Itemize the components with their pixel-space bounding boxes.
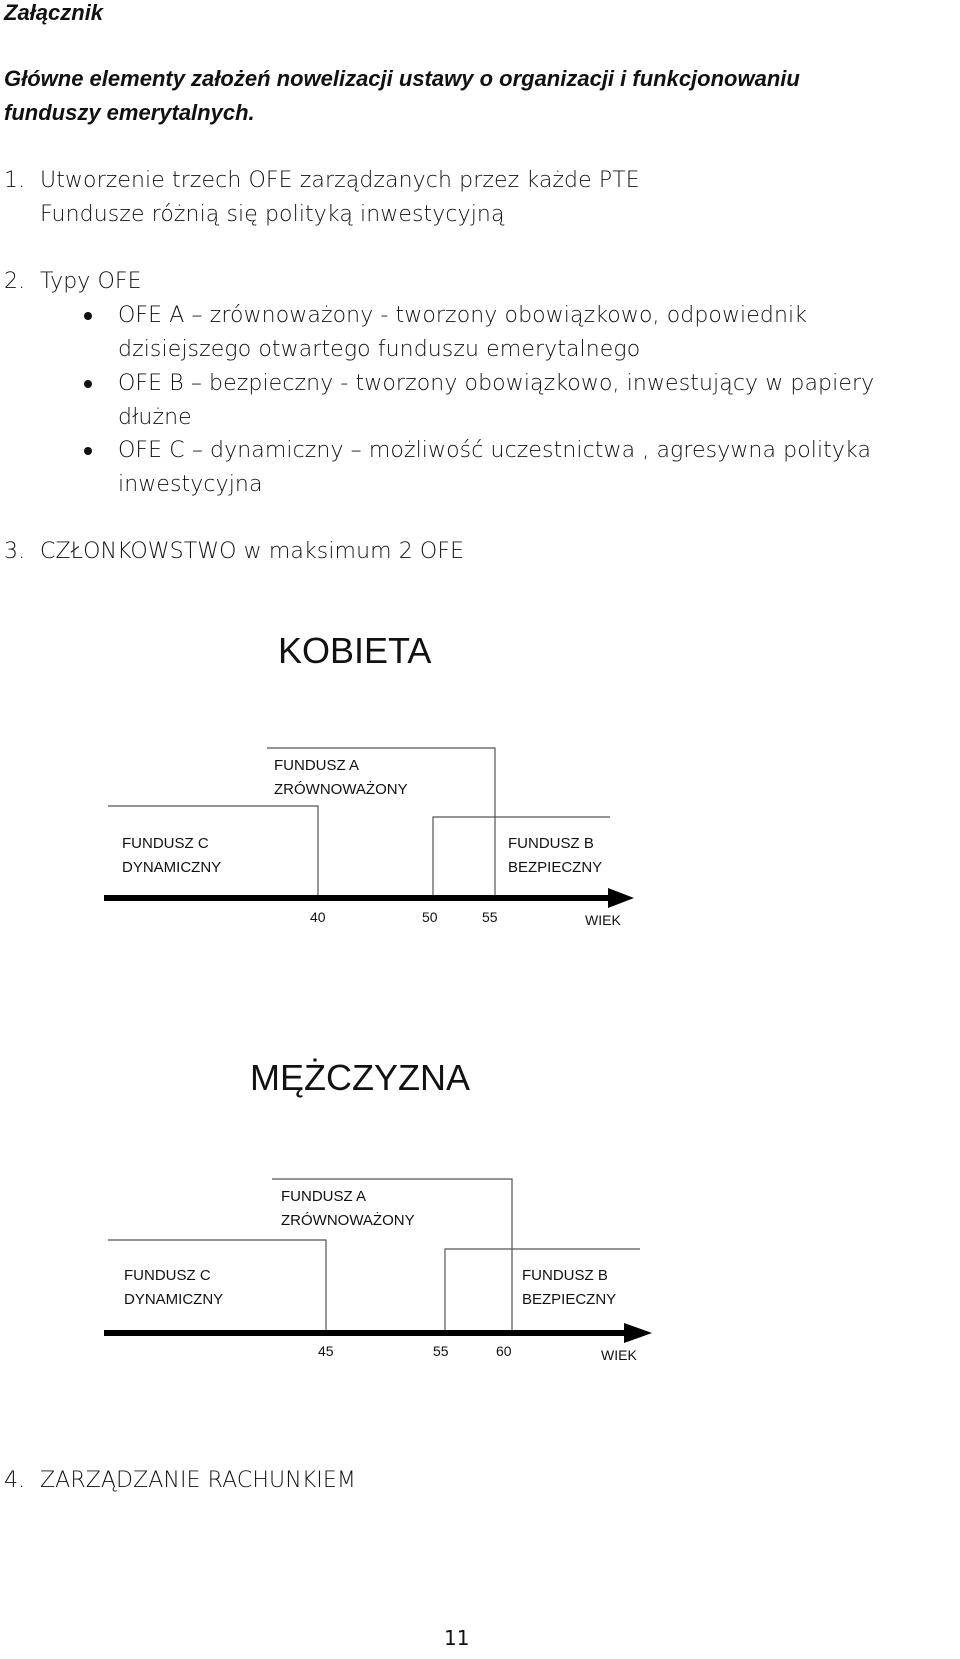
subtitle-line-2: funduszy emerytalnych. — [4, 100, 255, 125]
fund-c-type: DYNAMICZNY — [122, 859, 222, 876]
page-number: 11 — [444, 1626, 470, 1650]
section-2-number: 2. — [4, 269, 26, 294]
section-1-line-1: Utworzenie trzech OFE zarządzanych przez każde PTE — [40, 168, 640, 193]
fund-b-type: BEZPIECZNY — [508, 859, 603, 876]
fund-a-type: ZRÓWNOWAŻONY — [281, 1212, 415, 1229]
fund-b-label — [508, 832, 602, 880]
bullet-2-line-2: dłużne — [118, 405, 192, 430]
age-axis-label: WIEK — [601, 1347, 637, 1363]
fund-a-name: FUNDUSZ A — [274, 757, 360, 774]
fund-c-label — [122, 832, 221, 880]
section-1-line-2: Fundusze różnią się polityką inwestycyjną — [40, 202, 505, 227]
diagram-title-mezczyzna: MĘŻCZYZNA — [250, 1057, 470, 1098]
attachment-heading: Załącznik — [4, 0, 104, 25]
bullet-3-line-1: OFE C – dynamiczny – możliwość uczestnictwa , agresywna polityka — [118, 438, 872, 463]
diagram-lines-mezczyzna — [0, 1130, 960, 1370]
fund-b-type: BEZPIECZNY — [522, 1291, 617, 1308]
section-2-title: Typy OFE — [40, 269, 142, 294]
section-3-title: CZŁONKOWSTWO w maksimum 2 OFE — [40, 539, 465, 564]
fund-b-name: FUNDUSZ B — [508, 835, 594, 852]
fund-b-label — [522, 1264, 616, 1312]
bullet-marker — [84, 447, 92, 455]
subtitle-line-1: Główne elementy założeń nowelizacji ustawy o organizacji i funkcjonowaniu — [4, 66, 800, 91]
fund-a-label — [274, 754, 408, 802]
section-4-title: ZARZĄDZANIE RACHUNKIEM — [40, 1468, 356, 1493]
fund-c-type: DYNAMICZNY — [124, 1291, 224, 1308]
age-axis-arrowhead — [624, 1323, 652, 1343]
age-tick: 45 — [318, 1343, 334, 1359]
fund-c-name: FUNDUSZ C — [122, 835, 209, 852]
section-3-number: 3. — [4, 539, 26, 564]
bullet-1-line-2: dzisiejszego otwartego funduszu emerytalnego — [118, 337, 641, 362]
age-tick: 60 — [496, 1343, 512, 1359]
bullet-2-line-1: OFE B – bezpieczny - tworzony obowiązkowo, inwestujący w papiery — [118, 371, 875, 396]
bullet-1-line-1: OFE A – zrównoważony - tworzony obowiązkowo, odpowiednik — [118, 303, 808, 328]
bullet-marker — [84, 312, 92, 320]
fund-c-label — [124, 1264, 223, 1312]
age-axis-label: WIEK — [585, 912, 621, 928]
fund-a-label — [281, 1185, 415, 1233]
section-4-number: 4. — [4, 1468, 26, 1493]
age-tick: 50 — [422, 909, 438, 925]
age-tick: 40 — [310, 909, 326, 925]
fund-b-name: FUNDUSZ B — [522, 1267, 608, 1284]
bullet-3-line-2: inwestycyjna — [118, 472, 263, 497]
section-1-number: 1. — [4, 168, 26, 193]
fund-a-type: ZRÓWNOWAŻONY — [274, 781, 408, 798]
diagram-title-kobieta: KOBIETA — [278, 630, 432, 671]
age-axis-arrowhead — [608, 888, 634, 908]
age-tick: 55 — [433, 1343, 449, 1359]
fund-c-name: FUNDUSZ C — [124, 1267, 211, 1284]
diagram-lines-kobieta — [0, 700, 960, 940]
fund-a-name: FUNDUSZ A — [281, 1188, 367, 1205]
bullet-marker — [84, 380, 92, 388]
age-tick: 55 — [482, 909, 498, 925]
